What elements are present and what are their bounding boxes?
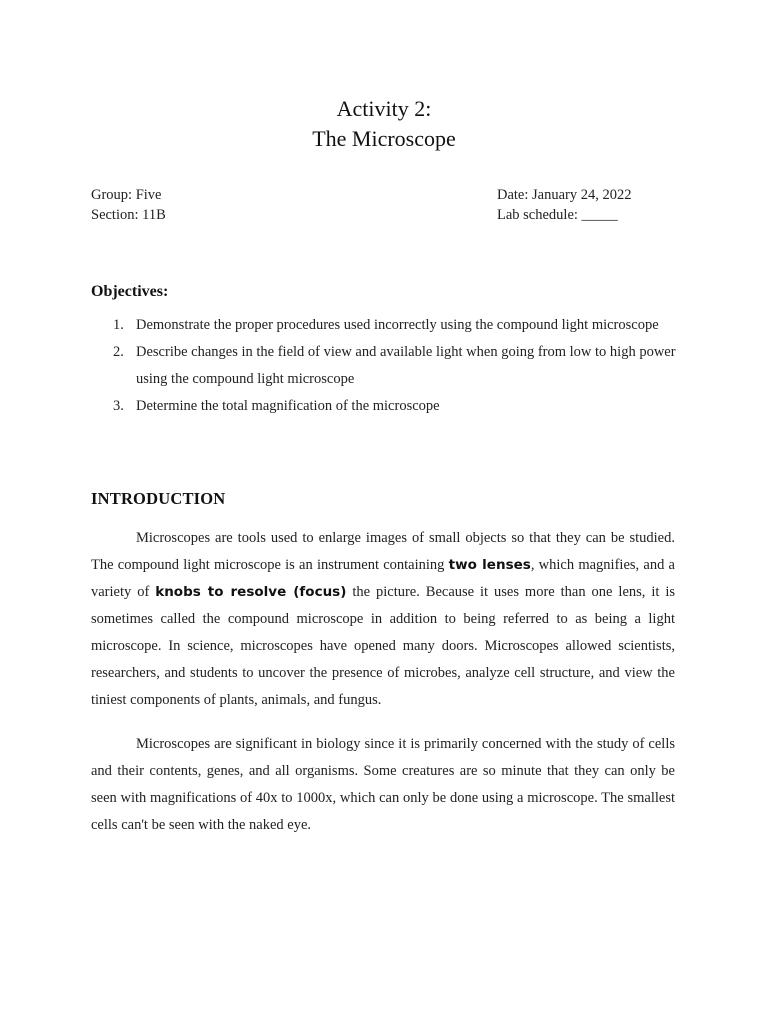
objective-item: [91, 312, 691, 339]
bold-two-lenses: two lenses: [448, 557, 531, 573]
lab-schedule-label: Lab schedule: _____: [497, 207, 618, 223]
objective-number: 1.: [113, 317, 124, 333]
bold-knobs-focus: knobs to resolve (focus): [155, 584, 347, 600]
document-title: [0, 94, 768, 154]
title-activity: Activity 2:: [336, 96, 432, 121]
objectives-list: [91, 312, 691, 420]
introduction-heading: INTRODUCTION: [91, 489, 226, 508]
objective-number: 3.: [113, 398, 124, 414]
introduction-paragraph-2: Microscopes are significant in biology since it is primarily concerned with the study of cells and their contents, genes, and all organisms. Some creatures are so minute that they can only be seen with magnifications of 40x to 1000x, which can only be done using a microscope. The smallest cells can't be seen with the naked eye.: [91, 736, 675, 833]
introduction-paragraph-1: [91, 525, 675, 714]
objective-text: Describe changes in the field of view and available light when going from low to high power using the compound light microscope: [136, 344, 676, 387]
para1-text-part2: , which magnifies, and a variety of: [91, 557, 675, 600]
group-label: Group: Five: [91, 187, 162, 203]
section-label: Section: 11B: [91, 207, 166, 223]
objective-text: Demonstrate the proper procedures used incorrectly using the compound light microscope: [136, 317, 659, 333]
date-label: Date: January 24, 2022: [497, 187, 632, 203]
meta-left-column: [91, 185, 166, 225]
objective-number: 2.: [113, 344, 124, 360]
para1-text-part3: the picture. Because it uses more than one lens, it is sometimes called the compound microscope in addition to being referred to as being a light microscope. In science, microscopes have opened many doors. Microscopes allowed scientists, researchers, and students to uncover the presence of microbes, analyze cell structure, and view the tiniest components of plants, animals, and fungus.: [91, 584, 676, 708]
para1-text-part1: Microscopes are tools used to enlarge images of small objects so that they can be studied. The compound light microscope is an instrument containing: [91, 530, 675, 573]
objective-item: [91, 339, 691, 393]
objective-item: [91, 393, 691, 420]
meta-right-column: [497, 185, 632, 225]
title-subject: The Microscope: [312, 126, 456, 151]
objective-text: Determine the total magnification of the microscope: [136, 398, 440, 414]
objectives-heading: Objectives:: [91, 283, 169, 300]
